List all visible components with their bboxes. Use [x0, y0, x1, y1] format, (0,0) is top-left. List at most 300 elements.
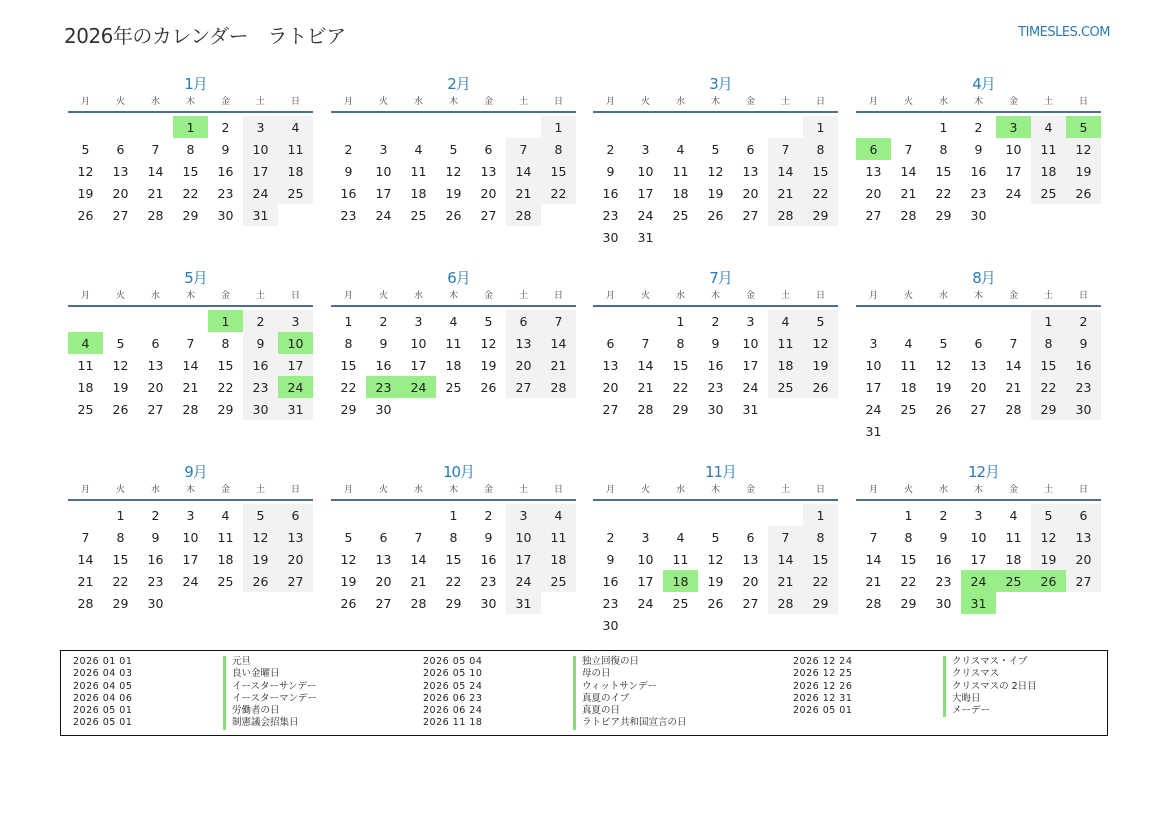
day-cell: 17	[970, 551, 987, 567]
day-cell: 8	[939, 141, 948, 157]
day-cell: 17	[410, 357, 427, 373]
weekday-label: 月	[80, 485, 90, 495]
day-cell: 24	[742, 379, 759, 395]
day-cell: 28	[865, 595, 882, 611]
weekday-label: 木	[185, 291, 195, 301]
day-cell: 20	[375, 573, 392, 589]
holiday-column	[61, 656, 317, 730]
day-cell: 10	[970, 529, 987, 545]
day-cell: 26	[340, 595, 357, 611]
weekday-label: 火	[115, 485, 125, 495]
weekday-label: 土	[1043, 485, 1053, 495]
day-cell: 21	[900, 185, 917, 201]
empty-cell	[891, 116, 926, 138]
day-cell: 9	[344, 163, 353, 179]
day-cell: 8	[541, 138, 576, 160]
day-cell: 3	[974, 507, 983, 523]
day-cell: 22	[182, 185, 199, 201]
header-divider	[68, 499, 313, 501]
day-cell: 6	[974, 335, 983, 351]
day-cell: 13	[375, 551, 392, 567]
day-cell: 27	[375, 595, 392, 611]
day-cell: 30	[707, 401, 724, 417]
weekday-label: 水	[675, 97, 685, 107]
day-cell: 6	[484, 141, 493, 157]
weekday-label: 土	[1043, 97, 1053, 107]
day-cell: 7	[81, 529, 90, 545]
day-cell: 30	[1066, 398, 1101, 420]
day-cell: 8	[676, 335, 685, 351]
day-cell: 1	[116, 507, 125, 523]
day-cell: 2	[379, 313, 388, 329]
day-cell: 14	[182, 357, 199, 373]
holiday-row	[781, 693, 1037, 705]
day-cell: 27	[112, 207, 129, 223]
day-cell: 5	[711, 141, 720, 157]
day-cell: 5	[344, 529, 353, 545]
day-cell: 13	[112, 163, 129, 179]
holiday-date: 2026 06 23	[423, 692, 483, 704]
weekday-header	[68, 482, 313, 498]
empty-cell	[856, 116, 891, 138]
holiday-row	[61, 668, 317, 680]
weekday-label: 月	[343, 485, 353, 495]
day-cell: 3	[869, 335, 878, 351]
day-cell: 29	[112, 595, 129, 611]
day-cell: 5	[116, 335, 125, 351]
holiday-name: クリスマス	[943, 668, 999, 680]
day-cell: 20	[1066, 548, 1101, 570]
day-cell: 24	[865, 401, 882, 417]
holiday-day-cell: 5	[1066, 116, 1101, 138]
holiday-day-cell: 24	[401, 376, 436, 398]
day-cell: 2	[221, 119, 230, 135]
day-cell: 15	[935, 163, 952, 179]
day-cell: 3	[278, 310, 313, 332]
day-cell: 30	[602, 617, 619, 633]
holiday-date: 2026 12 24	[793, 656, 853, 667]
day-cell: 21	[1005, 379, 1022, 395]
day-cell: 27	[970, 401, 987, 417]
day-cell: 28	[182, 401, 199, 417]
day-cell: 27	[278, 570, 313, 592]
day-cell: 21	[506, 182, 541, 204]
day-cell: 23	[243, 376, 278, 398]
day-cell: 11	[445, 335, 462, 351]
day-cell: 20	[865, 185, 882, 201]
weekday-label: 月	[868, 97, 878, 107]
day-cell: 9	[484, 529, 493, 545]
day-cell: 29	[803, 592, 838, 614]
weekday-label: 日	[290, 97, 300, 107]
holiday-day-cell: 31	[961, 592, 996, 614]
month-block	[331, 462, 576, 614]
day-cell: 15	[1031, 354, 1066, 376]
weekday-label: 日	[290, 291, 300, 301]
day-cell: 8	[449, 529, 458, 545]
day-cell: 13	[970, 357, 987, 373]
day-cell: 22	[445, 573, 462, 589]
day-cell: 1	[541, 116, 576, 138]
day-cell: 7	[768, 138, 803, 160]
day-cell: 26	[480, 379, 497, 395]
day-cell: 7	[506, 138, 541, 160]
day-cell: 2	[1066, 310, 1101, 332]
day-cell: 26	[803, 376, 838, 398]
day-cell: 16	[217, 163, 234, 179]
weekday-label: 木	[448, 485, 458, 495]
day-cell: 22	[217, 379, 234, 395]
holiday-name: ウィットサンデー	[573, 681, 657, 693]
day-cell: 4	[676, 529, 685, 545]
month-block	[331, 74, 576, 226]
holiday-name: メーデー	[943, 705, 990, 717]
day-cell: 14	[541, 332, 576, 354]
weekday-label: 日	[1078, 485, 1088, 495]
empty-cell	[103, 116, 138, 138]
month-block	[331, 268, 576, 420]
day-cell: 2	[974, 119, 983, 135]
holiday-row	[781, 705, 1037, 717]
day-cell: 18	[1005, 551, 1022, 567]
day-cell: 4	[1031, 116, 1066, 138]
holiday-name: イースターマンデー	[223, 693, 317, 705]
month-block	[68, 74, 313, 226]
empty-cell	[926, 310, 961, 332]
day-cell: 25	[278, 182, 313, 204]
day-cell: 11	[278, 138, 313, 160]
day-cell: 6	[379, 529, 388, 545]
weekday-label: 月	[605, 485, 615, 495]
weekday-label: 木	[710, 291, 720, 301]
day-cell: 22	[900, 573, 917, 589]
day-cell: 29	[1031, 398, 1066, 420]
header-divider	[856, 111, 1101, 113]
holiday-name: 独立回復の日	[573, 656, 639, 668]
day-cell: 29	[340, 401, 357, 417]
day-cell: 26	[112, 401, 129, 417]
weekday-label: 土	[518, 291, 528, 301]
month-name: 10月	[442, 463, 475, 481]
day-cell: 8	[803, 138, 838, 160]
holiday-row	[411, 656, 687, 668]
holiday-name: 真夏の日	[573, 705, 620, 717]
day-cell: 29	[217, 401, 234, 417]
day-cell: 19	[243, 548, 278, 570]
day-cell: 15	[900, 551, 917, 567]
day-cell: 3	[506, 504, 541, 526]
day-cell: 22	[1031, 376, 1066, 398]
day-cell: 14	[768, 160, 803, 182]
holiday-column	[781, 656, 1037, 717]
day-cell: 23	[217, 185, 234, 201]
day-cell: 16	[935, 551, 952, 567]
holiday-date: 2026 04 03	[73, 668, 133, 680]
day-cell: 2	[243, 310, 278, 332]
site-link[interactable]: TIMESLES.COM	[1018, 25, 1110, 40]
day-cell: 10	[865, 357, 882, 373]
day-cell: 3	[641, 141, 650, 157]
day-cell: 27	[865, 207, 882, 223]
day-cell: 9	[711, 335, 720, 351]
holiday-name: 労働者の日	[223, 705, 280, 717]
day-grid	[331, 116, 576, 226]
empty-cell	[103, 310, 138, 332]
day-cell: 22	[672, 379, 689, 395]
day-cell: 18	[217, 551, 234, 567]
day-cell: 16	[1066, 354, 1101, 376]
weekday-label: 土	[255, 485, 265, 495]
day-cell: 24	[506, 570, 541, 592]
day-cell: 14	[900, 163, 917, 179]
weekday-header	[593, 288, 838, 304]
day-cell: 1	[449, 507, 458, 523]
empty-cell	[768, 116, 803, 138]
day-cell: 6	[606, 335, 615, 351]
weekday-label: 金	[220, 291, 230, 301]
holiday-date: 2026 06 24	[423, 705, 483, 717]
day-cell: 10	[742, 335, 759, 351]
day-cell: 7	[768, 526, 803, 548]
holiday-day-cell: 4	[68, 332, 103, 354]
day-cell: 15	[672, 357, 689, 373]
weekday-label: 土	[518, 485, 528, 495]
empty-cell	[733, 504, 768, 526]
weekday-label: 土	[780, 97, 790, 107]
day-cell: 30	[935, 595, 952, 611]
day-cell: 8	[1031, 332, 1066, 354]
weekday-label: 火	[640, 291, 650, 301]
day-grid	[593, 504, 838, 636]
holiday-name: クリスマス・イブ	[943, 656, 1027, 668]
day-cell: 14	[637, 357, 654, 373]
weekday-label: 金	[1008, 485, 1018, 495]
day-cell: 5	[711, 529, 720, 545]
day-cell: 14	[147, 163, 164, 179]
weekday-label: 月	[80, 97, 90, 107]
day-cell: 1	[939, 119, 948, 135]
day-cell: 11	[672, 163, 689, 179]
weekday-label: 水	[150, 291, 160, 301]
holiday-day-cell: 25	[996, 570, 1031, 592]
day-grid	[331, 310, 576, 420]
month-block	[68, 462, 313, 614]
day-cell: 12	[935, 357, 952, 373]
weekday-label: 土	[518, 97, 528, 107]
day-cell: 21	[768, 570, 803, 592]
day-cell: 9	[974, 141, 983, 157]
empty-cell	[366, 504, 401, 526]
day-cell: 14	[410, 551, 427, 567]
month-block	[593, 268, 838, 420]
day-cell: 11	[672, 551, 689, 567]
day-cell: 16	[602, 185, 619, 201]
day-cell: 10	[375, 163, 392, 179]
header-divider	[593, 305, 838, 307]
empty-cell	[663, 504, 698, 526]
holiday-day-cell: 18	[663, 570, 698, 592]
day-cell: 10	[243, 138, 278, 160]
month-name: 1月	[184, 75, 207, 93]
day-cell: 22	[803, 182, 838, 204]
weekday-label: 日	[553, 485, 563, 495]
day-cell: 24	[1005, 185, 1022, 201]
empty-cell	[68, 504, 103, 526]
day-cell: 27	[506, 376, 541, 398]
weekday-label: 日	[1078, 97, 1088, 107]
day-cell: 20	[506, 354, 541, 376]
day-cell: 16	[147, 551, 164, 567]
day-cell: 17	[375, 185, 392, 201]
empty-cell	[593, 116, 628, 138]
month-name: 5月	[184, 269, 207, 287]
holiday-day-cell: 3	[996, 116, 1031, 138]
weekday-label: 土	[255, 291, 265, 301]
weekday-label: 月	[343, 97, 353, 107]
holiday-row	[781, 656, 1037, 668]
day-cell: 5	[81, 141, 90, 157]
day-cell: 28	[768, 204, 803, 226]
day-cell: 10	[182, 529, 199, 545]
day-cell: 20	[147, 379, 164, 395]
day-cell: 1	[344, 313, 353, 329]
day-cell: 11	[410, 163, 427, 179]
month-name: 4月	[972, 75, 995, 93]
day-cell: 29	[935, 207, 952, 223]
holiday-date: 2026 04 06	[73, 692, 133, 704]
day-cell: 9	[151, 529, 160, 545]
header-divider	[68, 305, 313, 307]
header-divider	[331, 499, 576, 501]
day-cell: 27	[480, 207, 497, 223]
day-cell: 25	[900, 401, 917, 417]
empty-cell	[138, 310, 173, 332]
day-cell: 9	[243, 332, 278, 354]
day-cell: 28	[768, 592, 803, 614]
day-cell: 29	[900, 595, 917, 611]
day-cell: 24	[375, 207, 392, 223]
day-cell: 7	[1009, 335, 1018, 351]
day-cell: 20	[970, 379, 987, 395]
weekday-label: 木	[710, 485, 720, 495]
month-name: 9月	[184, 463, 207, 481]
holiday-row	[411, 717, 687, 729]
day-cell: 9	[606, 163, 615, 179]
weekday-label: 土	[780, 485, 790, 495]
weekday-label: 水	[938, 97, 948, 107]
weekday-label: 水	[150, 97, 160, 107]
holiday-name: イースターサンデー	[223, 681, 317, 693]
weekday-label: 水	[938, 485, 948, 495]
day-cell: 7	[869, 529, 878, 545]
holiday-name: 元旦	[223, 656, 251, 668]
day-grid	[593, 310, 838, 420]
day-cell: 20	[278, 548, 313, 570]
day-cell: 5	[803, 310, 838, 332]
day-cell: 15	[541, 160, 576, 182]
day-cell: 10	[506, 526, 541, 548]
holiday-date: 2026 05 24	[423, 680, 483, 692]
empty-cell	[138, 116, 173, 138]
month-block	[856, 74, 1101, 226]
weekday-label: 水	[675, 291, 685, 301]
holiday-date: 2026 12 25	[793, 668, 853, 680]
day-cell: 19	[340, 573, 357, 589]
day-cell: 10	[637, 163, 654, 179]
weekday-label: 日	[815, 97, 825, 107]
day-cell: 16	[243, 354, 278, 376]
holiday-name: ラトビア共和国宣言の日	[573, 717, 687, 729]
day-cell: 7	[151, 141, 160, 157]
day-cell: 9	[379, 335, 388, 351]
empty-cell	[698, 116, 733, 138]
day-cell: 17	[182, 551, 199, 567]
day-cell: 26	[935, 401, 952, 417]
day-cell: 28	[637, 401, 654, 417]
holiday-date: 2026 12 26	[793, 680, 853, 692]
holiday-date: 2026 11 18	[423, 717, 483, 729]
day-cell: 21	[147, 185, 164, 201]
day-cell: 15	[445, 551, 462, 567]
weekday-label: 木	[973, 485, 983, 495]
day-cell: 8	[116, 529, 125, 545]
day-cell: 19	[480, 357, 497, 373]
day-cell: 11	[768, 332, 803, 354]
empty-cell	[471, 116, 506, 138]
day-cell: 27	[147, 401, 164, 417]
month-block	[856, 268, 1101, 442]
day-cell: 17	[1005, 163, 1022, 179]
weekday-label: 土	[255, 97, 265, 107]
holiday-day-cell: 1	[208, 310, 243, 332]
weekday-label: 金	[1008, 97, 1018, 107]
weekday-label: 火	[640, 485, 650, 495]
weekday-label: 木	[185, 97, 195, 107]
weekday-label: 火	[115, 97, 125, 107]
weekday-label: 月	[605, 97, 615, 107]
day-cell: 13	[865, 163, 882, 179]
day-cell: 25	[410, 207, 427, 223]
day-cell: 30	[480, 595, 497, 611]
day-cell: 26	[243, 570, 278, 592]
weekday-label: 金	[745, 291, 755, 301]
day-cell: 30	[243, 398, 278, 420]
day-cell: 4	[904, 335, 913, 351]
day-cell: 8	[344, 335, 353, 351]
day-cell: 2	[344, 141, 353, 157]
header-divider	[593, 499, 838, 501]
day-cell: 30	[970, 207, 987, 223]
day-cell: 31	[278, 398, 313, 420]
day-cell: 16	[375, 357, 392, 373]
day-cell: 6	[1066, 504, 1101, 526]
day-cell: 4	[414, 141, 423, 157]
weekday-label: 木	[448, 291, 458, 301]
holiday-row	[61, 656, 317, 668]
day-cell: 4	[449, 313, 458, 329]
holiday-date: 2026 05 01	[793, 705, 853, 717]
day-cell: 24	[182, 573, 199, 589]
day-cell: 19	[707, 573, 724, 589]
weekday-header	[331, 288, 576, 304]
day-cell: 18	[541, 548, 576, 570]
empty-cell	[173, 310, 208, 332]
weekday-label: 木	[710, 97, 720, 107]
day-cell: 23	[340, 207, 357, 223]
weekday-label: 土	[780, 291, 790, 301]
day-cell: 19	[77, 185, 94, 201]
day-cell: 19	[935, 379, 952, 395]
